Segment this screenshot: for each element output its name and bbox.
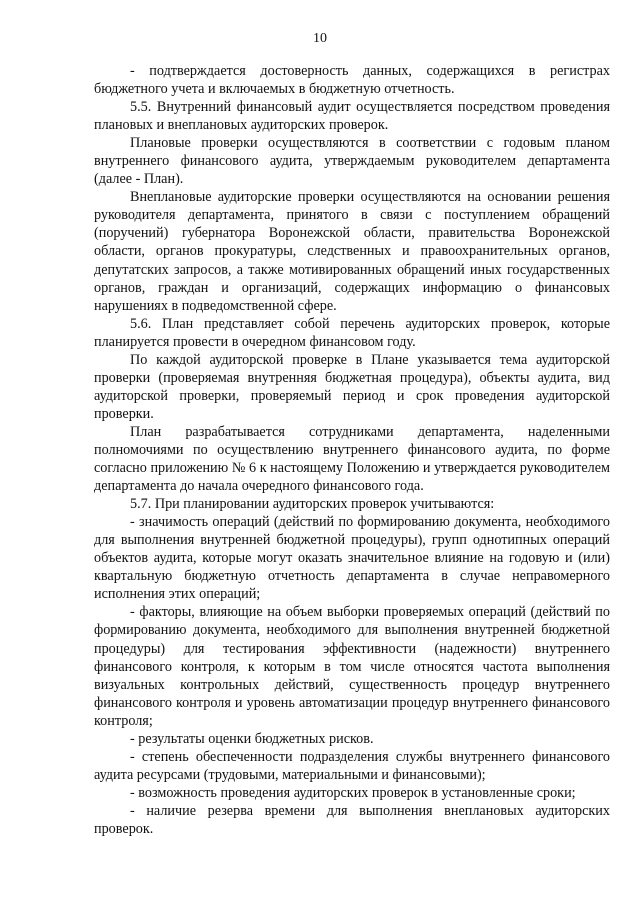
- list-item-risk-results: - результаты оценки бюджетных рисков.: [130, 730, 374, 747]
- document-body: [94, 62, 610, 838]
- list-item-time-reserve: - наличие резерва времени для выполнения внеплановых аудиторских проверок.: [94, 802, 610, 837]
- list-item-factors: - факторы, влияющие на объем выборки проверяемых операций (действий по формированию документа, необходимого для выполнения внутренней бюджетной процедуры) для тестирования эффективности (надежности) внутреннего финансового контроля, к которым в том числе относятся частота выполнения визуальных контрольных действий, существенность процедур внутреннего финансового контроля и уровень автоматизации процедур внутреннего финансового контроля;: [94, 604, 610, 729]
- paragraph-plan-development: План разрабатывается сотрудниками департамента, наделенными полномочиями по осуществлению внутреннего финансового аудита, по форме согласно приложению № 6 к настоящему Положению и утверждается руководителем департамента до начала очередного финансового года.: [94, 423, 610, 495]
- paragraph-plan-contents: По каждой аудиторской проверке в Плане указывается тема аудиторской проверки (проверяемая внутренняя бюджетная процедура), объекты аудита, вид аудиторской проверки, проверяемый период и срок проведения аудиторской проверки.: [94, 351, 610, 422]
- list-item-deadlines: - возможность проведения аудиторских проверок в установленные сроки;: [130, 784, 576, 801]
- list-item-significance: - значимость операций (действий по формированию документа, необходимого для выполнения внутренней бюджетной процедуры), групп однотипных операций объектов аудита, которые могут оказать значительное влияние на годовую и (или) квартальную бюджетную отчетность департамента в случае неправомерного исполнения этих операций;: [94, 514, 610, 603]
- page-number: 10: [313, 31, 327, 46]
- list-item-resources: - степень обеспеченности подразделения службы внутреннего финансового аудита ресурсами (трудовыми, материальными и финансовыми);: [94, 748, 610, 783]
- paragraph-planned-checks: Плановые проверки осуществляются в соответствии с годовым планом внутреннего финансового аудита, утверждаемым руководителем департамента (далее - План).: [94, 135, 610, 188]
- paragraph-unplanned-checks: Внеплановые аудиторские проверки осуществляются на основании решения руководителя департамента, принятого в связи с поступлением обращений (поручений) губернатора Воронежской области, правительства Воронежской области, органов прокуратуры, следственных и правоохранительных органов, депутатских запросов, а также мотивированных обращений иных государственных органов, граждан и организаций, содержащих информацию о финансовых нарушениях в подведомственной сфере.: [94, 189, 610, 314]
- paragraph-5-7: 5.7. При планировании аудиторских проверок учитываются:: [130, 496, 495, 513]
- paragraph-5-5: 5.5. Внутренний финансовый аудит осуществляется посредством проведения плановых и внеплановых аудиторских проверок.: [94, 99, 610, 134]
- paragraph-5-6: 5.6. План представляет собой перечень аудиторских проверок, которые планируется провести в очередном финансовом году.: [94, 315, 610, 350]
- paragraph-reliability: - подтверждается достоверность данных, содержащихся в регистрах бюджетного учета и включаемых в бюджетную отчетность.: [94, 63, 610, 98]
